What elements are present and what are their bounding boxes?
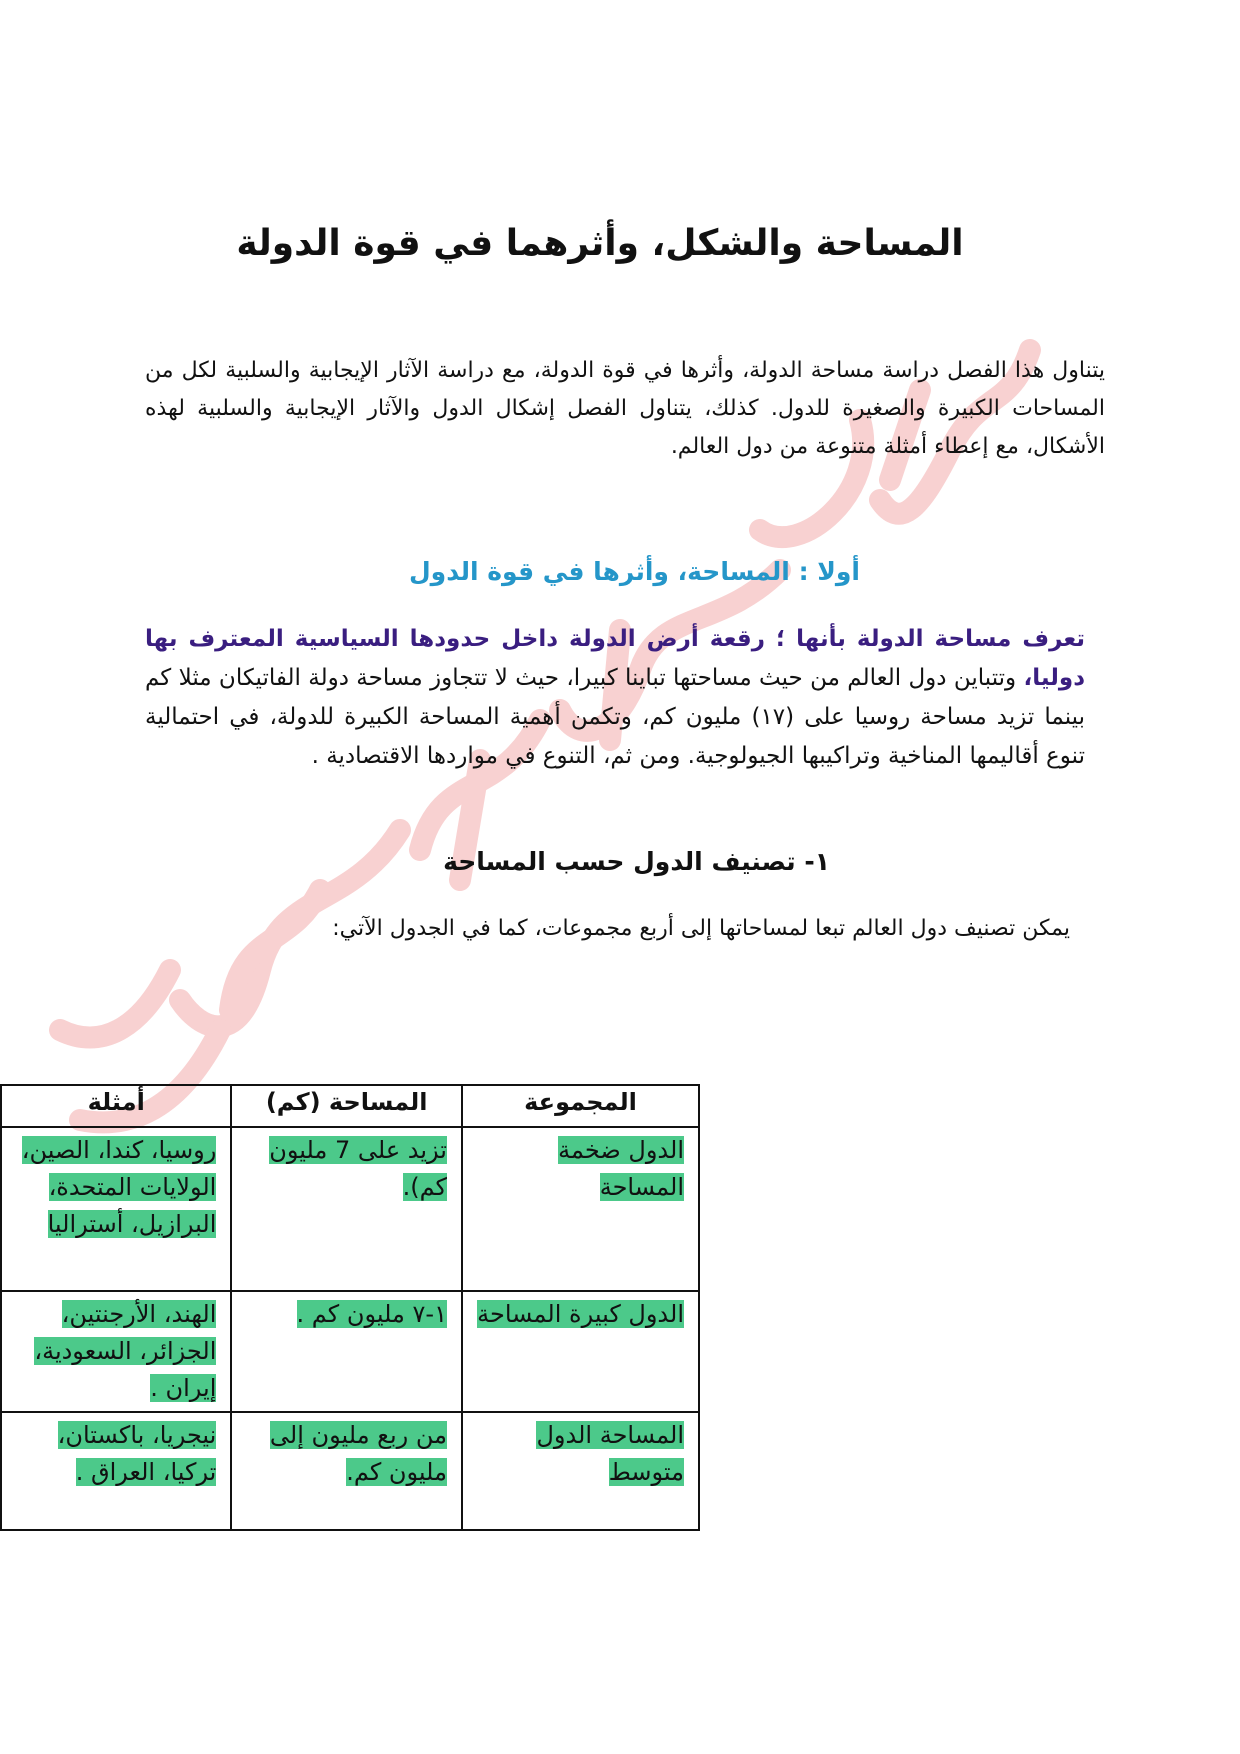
cell-area-text: ١-٧ مليون كم .	[296, 1300, 447, 1328]
definition-paragraph	[145, 620, 1085, 776]
cell-area-text: تزيد على 7 مليون كم).	[269, 1136, 447, 1201]
table-intro: يمكن تصنيف دول العالم تبعا لمساحاتها إلى أربع مجموعات، كما في الجدول الآتي:	[332, 916, 1070, 941]
page-title: المساحة والشكل، وأثرهما في قوة الدولة	[236, 223, 964, 264]
cell-examples-text: نيجريا، باكستان، تركيا، العراق .	[57, 1421, 217, 1486]
cell-group	[462, 1412, 699, 1530]
table-header-row	[1, 1085, 699, 1127]
intro-paragraph: يتناول هذا الفصل دراسة مساحة الدولة، وأثرها في قوة الدولة، مع دراسة الآثار الإيجابية والسلبية لكل من المساحات الكبيرة والصغيرة للدول. كذلك، يتناول الفصل إشكال الدول والآثار الإيجابية والسلبية لهذه الأشكال، مع إعطاء أمثلة متنوعة من دول العالم.	[145, 358, 1105, 459]
cell-group-text: الدول ضخمة المساحة	[558, 1136, 684, 1201]
cell-area-text: من ربع مليون إلى مليون كم.	[269, 1421, 447, 1486]
header-group: المجموعة	[462, 1085, 699, 1127]
cell-area	[231, 1412, 462, 1530]
cell-examples	[1, 1291, 231, 1412]
cell-examples	[1, 1127, 231, 1291]
header-examples: أمثلة	[1, 1085, 231, 1127]
definition-lead: تعرف مساحة الدولة بأنها ؛ رقعة أرض الدولة داخل حدودها السياسية المعترف بها دوليا،	[145, 626, 1085, 691]
table-row	[1, 1127, 699, 1291]
classification-subheading: ١- تصنيف الدول حسب المساحة	[443, 847, 830, 876]
cell-group-text: المساحة الدول متوسط	[536, 1421, 684, 1486]
cell-examples-text: روسيا، كندا، الصين، الولايات المتحدة، البرازيل، أستراليا	[21, 1136, 217, 1238]
section-heading: أولا : المساحة، وأثرها في قوة الدول	[408, 557, 860, 586]
cell-area	[231, 1291, 462, 1412]
header-area: المساحة (كم)	[231, 1085, 462, 1127]
cell-group	[462, 1127, 699, 1291]
country-groups-table	[0, 1084, 700, 1531]
cell-examples-text: الهند، الأرجنتين، الجزائر، السعودية، إيران .	[34, 1300, 217, 1402]
cell-group	[462, 1291, 699, 1412]
cell-area	[231, 1127, 462, 1291]
table-row	[1, 1291, 699, 1412]
cell-examples	[1, 1412, 231, 1530]
cell-group-text: الدول كبيرة المساحة	[477, 1300, 684, 1328]
table-row	[1, 1412, 699, 1530]
definition-body: وتتباين دول العالم من حيث مساحتها تباينا كبيرا، حيث لا تتجاوز مساحة دولة الفاتيكان مثلا كم بينما تزيد مساحة روسيا على (١٧) مليون كم، وتكمن أهمية المساحة الكبيرة للدولة، في احتمالية تنوع أقاليمها المناخية وتراكيبها الجيولوجية. ومن ثم، التنوع في مواردها الاقتصادية .	[145, 665, 1085, 769]
